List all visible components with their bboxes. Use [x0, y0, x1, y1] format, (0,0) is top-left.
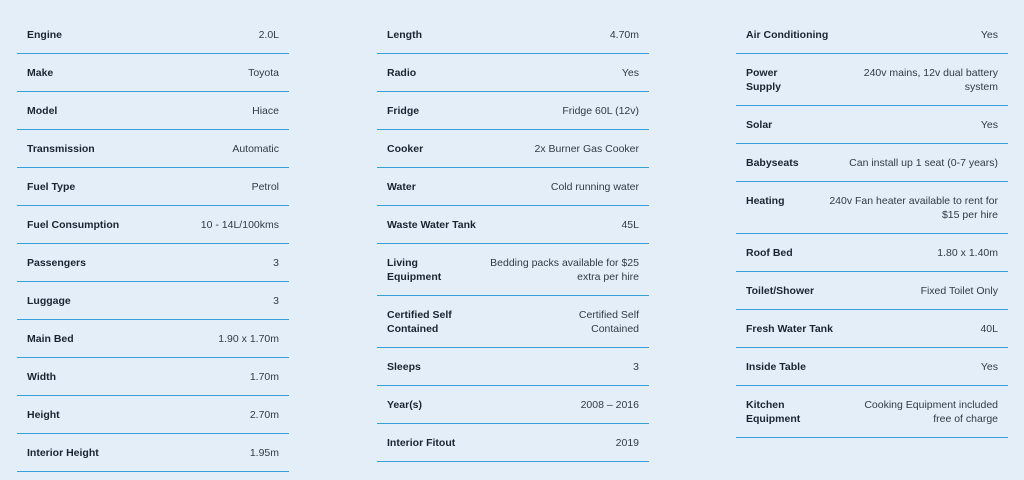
specs-column-3 [736, 16, 1008, 438]
spec-label: Power Supply [746, 67, 782, 93]
spec-label: Cooker [387, 143, 424, 155]
spec-label: Sleeps [387, 361, 421, 373]
spec-label: Waste Water Tank [387, 219, 476, 231]
spec-row-certified-self-contained [377, 296, 649, 348]
spec-value: 2019 [615, 437, 639, 449]
spec-label: Toilet/Shower [746, 285, 815, 297]
spec-value: Toyota [248, 67, 279, 79]
spec-label: Interior Height [27, 447, 99, 459]
spec-row-fuel-type [17, 168, 289, 206]
spec-label: Radio [387, 67, 417, 79]
spec-row-water [377, 168, 649, 206]
spec-label: Kitchen Equipment [746, 399, 801, 425]
spec-label: Interior Fitout [387, 437, 456, 449]
spec-label: Fresh Water Tank [746, 323, 833, 335]
spec-row-waste-water-tank [377, 206, 649, 244]
spec-value: 1.90 x 1.70m [218, 333, 279, 345]
spec-value: Hiace [252, 105, 279, 117]
spec-row-kitchen-equipment [736, 386, 1008, 438]
spec-label: Transmission [27, 143, 95, 155]
spec-row-power-supply [736, 54, 1008, 106]
spec-row-height [17, 396, 289, 434]
spec-label: Passengers [27, 257, 86, 269]
spec-value: 45L [621, 219, 639, 231]
spec-row-radio [377, 54, 649, 92]
spec-value: Fixed Toilet Only [920, 285, 998, 297]
spec-row-living-equipment [377, 244, 649, 296]
spec-row-cooker [377, 130, 649, 168]
spec-value: 4.70m [609, 29, 639, 41]
spec-value: Petrol [251, 181, 279, 193]
spec-value: Automatic [232, 143, 279, 155]
spec-label: Model [27, 105, 58, 117]
spec-value: Yes [980, 119, 998, 131]
spec-value: 1.95m [249, 447, 279, 459]
spec-value: Cooking Equipment included free of charge [864, 399, 998, 425]
spec-value: Yes [621, 67, 639, 79]
spec-value: 3 [633, 361, 639, 373]
spec-row-transmission [17, 130, 289, 168]
spec-value: Can install up 1 seat (0-7 years) [849, 157, 998, 169]
spec-row-sleeps [377, 348, 649, 386]
spec-row-passengers [17, 244, 289, 282]
spec-row-toilet-shower [736, 272, 1008, 310]
spec-row-luggage [17, 282, 289, 320]
specs-column-1 [17, 16, 289, 472]
spec-label: Height [27, 409, 60, 421]
spec-label: Solar [746, 119, 773, 131]
spec-row-heating [736, 182, 1008, 234]
spec-row-years [377, 386, 649, 424]
spec-value: Fridge 60L (12v) [562, 105, 639, 117]
spec-label: Babyseats [746, 157, 799, 169]
spec-value: Cold running water [550, 181, 639, 193]
spec-label: Air Conditioning [746, 29, 829, 41]
spec-row-babyseats [736, 144, 1008, 182]
spec-row-make [17, 54, 289, 92]
spec-row-inside-table [736, 348, 1008, 386]
spec-value: 10 - 14L/100kms [200, 219, 279, 231]
spec-value: 240v Fan heater available to rent for $15 per hire [829, 195, 998, 221]
spec-label: Heating [746, 195, 785, 207]
spec-row-fuel-consumption [17, 206, 289, 244]
spec-label: Water [387, 181, 416, 193]
spec-label: Inside Table [746, 361, 806, 373]
spec-label: Luggage [27, 295, 71, 307]
spec-row-roof-bed [736, 234, 1008, 272]
spec-value: 2.0L [258, 29, 279, 41]
specs-column-2 [377, 16, 649, 462]
spec-value: 2x Burner Gas Cooker [534, 143, 639, 155]
spec-row-fresh-water-tank [736, 310, 1008, 348]
spec-label: Length [387, 29, 422, 41]
spec-row-interior-height [17, 434, 289, 472]
spec-label: Fuel Type [27, 181, 76, 193]
spec-value: 2008 – 2016 [580, 399, 639, 411]
spec-row-fridge [377, 92, 649, 130]
spec-value: Certified Self Contained [578, 309, 639, 335]
spec-value: 240v mains, 12v dual battery system [863, 67, 998, 93]
spec-row-engine [17, 16, 289, 54]
spec-row-air-conditioning [736, 16, 1008, 54]
spec-label: Fridge [387, 105, 420, 117]
spec-row-length [377, 16, 649, 54]
spec-value: Bedding packs available for $25 extra per hire [490, 257, 639, 283]
spec-value: Yes [980, 29, 998, 41]
spec-value: 1.80 x 1.40m [937, 247, 998, 259]
spec-row-model [17, 92, 289, 130]
spec-label: Fuel Consumption [27, 219, 120, 231]
spec-label: Roof Bed [746, 247, 793, 259]
spec-label: Engine [27, 29, 63, 41]
spec-row-solar [736, 106, 1008, 144]
spec-label: Year(s) [387, 399, 423, 411]
spec-label: Main Bed [27, 333, 74, 345]
spec-label: Width [27, 371, 57, 383]
spec-value: 40L [980, 323, 998, 335]
spec-value: 3 [273, 257, 279, 269]
spec-value: 1.70m [249, 371, 279, 383]
spec-label: Make [27, 67, 54, 79]
spec-label: Certified Self Contained [387, 309, 452, 335]
spec-value: 2.70m [249, 409, 279, 421]
spec-value: 3 [273, 295, 279, 307]
spec-label: Living Equipment [387, 257, 442, 283]
spec-row-width [17, 358, 289, 396]
spec-row-main-bed [17, 320, 289, 358]
spec-row-interior-fitout [377, 424, 649, 462]
spec-value: Yes [980, 361, 998, 373]
